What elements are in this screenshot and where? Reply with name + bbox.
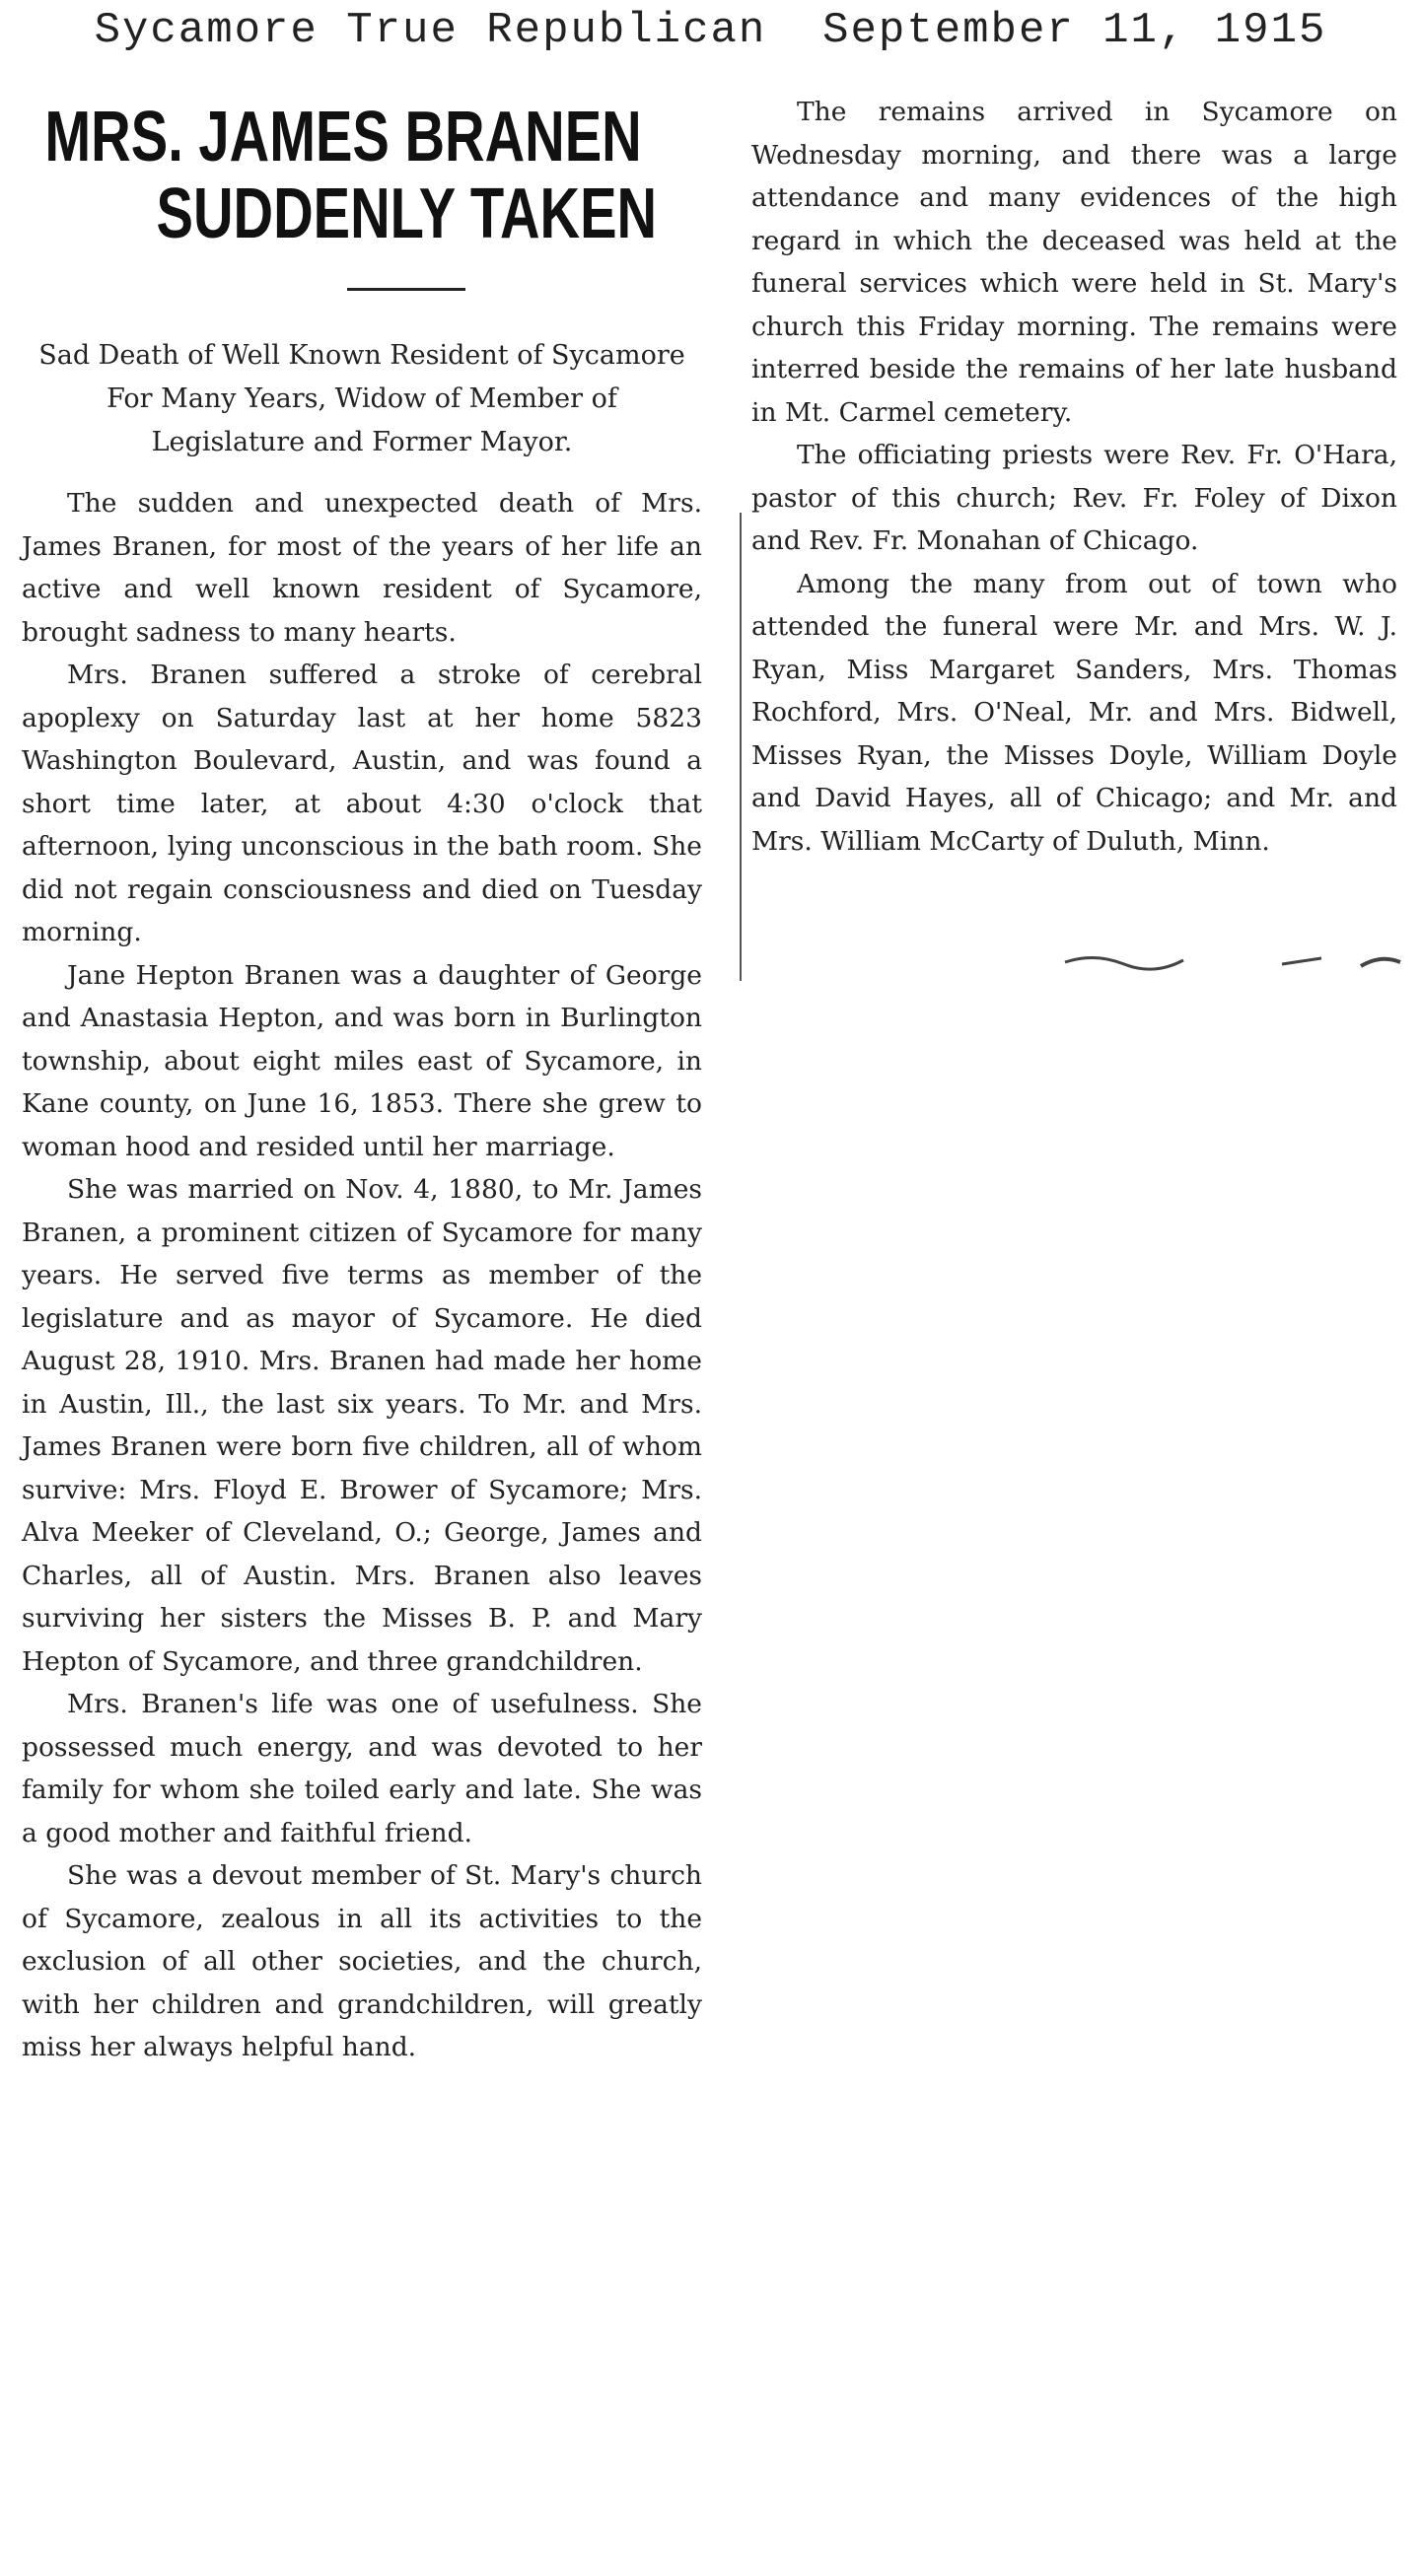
- subheadline: Sad Death of Well Known Resident of Sycamore For Many Years, Widow of Member of Legislature and Former Mayor.: [38, 340, 685, 457]
- article-body-left: [22, 482, 702, 2069]
- headline: [22, 99, 698, 252]
- paragraph: Mrs. Branen's life was one of usefulness. She possessed much energy, and was devoted to her family for whom she toiled early and late. She was a good mother and faithful friend.: [22, 1689, 702, 1848]
- masthead: [0, 6, 1421, 55]
- headline-line-2: SUDDENLY TAKEN: [156, 174, 658, 253]
- paragraph: The remains arrived in Sycamore on Wednesday morning, and there was a large attendance and many evidences of the high regard in which the deceased was held at the funeral services which were held in St. Mary's church this Friday morning. The remains were interred beside the remains of her late husband in Mt. Carmel cemetery.: [751, 97, 1397, 428]
- column-rule: [740, 513, 742, 981]
- masthead-paper-name: Sycamore True Republican: [94, 6, 767, 55]
- headline-line-1: MRS. JAMES BRANEN: [44, 98, 642, 176]
- masthead-date: September 11, 1915: [822, 6, 1327, 55]
- right-column: [751, 91, 1397, 863]
- paragraph: The sudden and unexpected death of Mrs. James Branen, for most of the years of her life an active and well known resident of Sycamore, brought sadness to many hearts.: [22, 488, 702, 648]
- paragraph: She was a devout member of St. Mary's church of Sycamore, zealous in all its activities to the exclusion of all other societies, and the church, with her children and grandchildren, will greatly miss her always helpful hand.: [22, 1860, 702, 2062]
- paragraph: Jane Hepton Branen was a daughter of George and Anastasia Hepton, and was born in Burlington township, about eight miles east of Sycamore, in Kane county, on June 16, 1853. There she grew to woman hood and resided until her marriage.: [22, 959, 702, 1162]
- scan-smudge-mark: [1055, 944, 1410, 974]
- paragraph: Mrs. Branen suffered a stroke of cerebral apoplexy on Saturday last at her home 5823 Washington Boulevard, Austin, and was found a short time later, at about 4:30 o'clock that afternoon, lying unconscious in the bath room. She did not regain consciousness and died on Tuesday morning.: [22, 660, 702, 947]
- left-column: [22, 99, 702, 2069]
- paragraph: She was married on Nov. 4, 1880, to Mr. James Branen, a prominent citizen of Sycamore for many years. He served five terms as member of the legislature and as mayor of Sycamore. He died August 28, 1910. Mrs. Branen had made her home in Austin, Ill., the last six years. To Mr. and Mrs. James Branen were born five children, all of whom survive: Mrs. Floyd E. Brower of Sycamore; Mrs. Alva Meeker of Cleveland, O.; George, James and Charles, all of Austin. Mrs. Branen also leaves surviving her sisters the Misses B. P. and Mary Hepton of Sycamore, and three grandchildren.: [22, 1174, 702, 1677]
- headline-separator: [347, 288, 465, 291]
- paragraph: Among the many from out of town who attended the funeral were Mr. and Mrs. W. J. Ryan, Miss Margaret Sanders, Mrs. Thomas Rochford, Mrs. O'Neal, Mr. and Mrs. Bidwell, Misses Ryan, the Misses Doyle, William Doyle and David Hayes, all of Chicago; and Mr. and Mrs. William McCarty of Duluth, Minn.: [751, 568, 1397, 857]
- paragraph: The officiating priests were Rev. Fr. O'Hara, pastor of this church; Rev. Fr. Foley of Dixon and Rev. Fr. Monahan of Chicago.: [751, 440, 1397, 556]
